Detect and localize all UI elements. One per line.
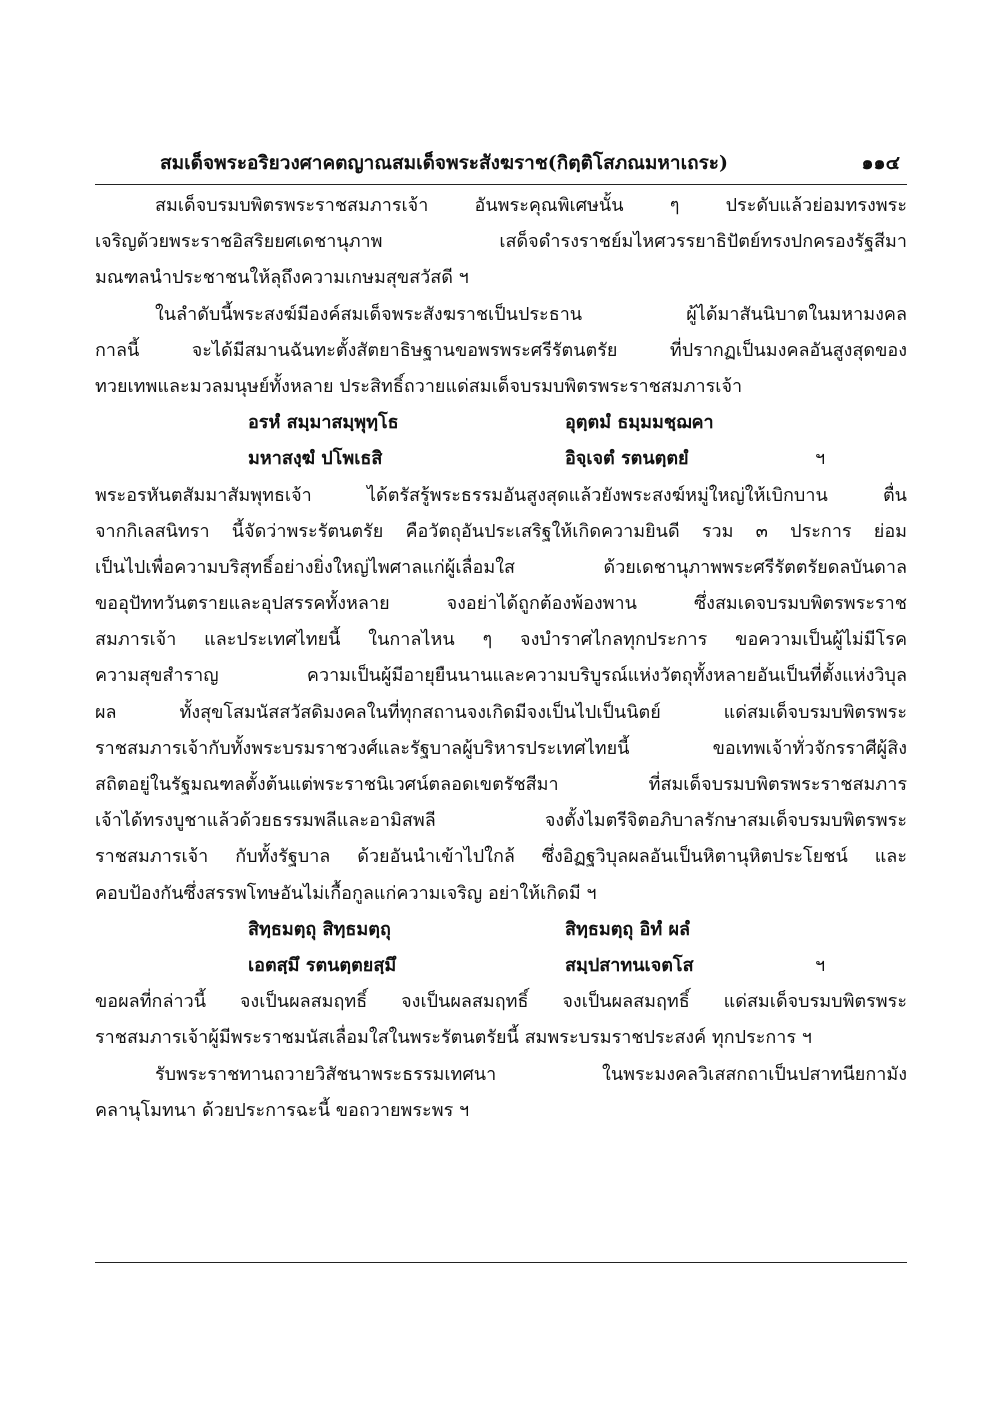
text-line: เป็นไปเพื่อความบริสุทธิ์อย่างยิ่งใหญ่ไพศาลแก่ผู้เลื่อมใส ด้วยเดชานุภาพพระศรีรัตตรัยดลบันดาล (95, 556, 907, 578)
verse-part: สิทฺธมตฺถุ สิทฺธมตฺถุ (248, 918, 391, 940)
verse-part: เอตสฺมึ รตนตฺตยสฺมึ (248, 954, 397, 976)
pali-verse-line (95, 912, 907, 948)
verse-end-mark: ฯ (815, 448, 826, 470)
verse-end-mark: ฯ (815, 954, 826, 976)
text-line: คลานุโมทนา ด้วยประการฉะนี้ ขอถวายพระพร ฯ (95, 1099, 470, 1121)
verse-part: อรหํ สมฺมาสมฺพุทฺโธ (248, 412, 399, 434)
document-body (95, 188, 907, 1129)
verse-part: สิทฺธมตฺถุ อิทํ ผลํ (565, 918, 691, 940)
text-line: สมภารเจ้า และประเทศไทยนี้ ในกาลไหน ๆ จงบำราศไกลทุกประการ ขอความเป็นผู้ไม่มีโรค (95, 629, 907, 651)
pali-verse-line (95, 441, 907, 477)
text-line: คอบป้องกันซึ่งสรรพโทษอันไม่เกื้อกูลแก่ความเจริญ อย่าให้เกิดมี ฯ (95, 882, 597, 904)
text-line: รับพระราชทานถวายวิสัชนาพระธรรมเทศนา ในพระมงคลวิเสสกถาเป็นปสาทนียกามัง (155, 1063, 907, 1085)
footer-divider (95, 1262, 907, 1263)
text-line: กาลนี้ จะได้มีสมานฉันทะตั้งสัตยาธิษฐานขอพรพระศรีรัตนตรัย ที่ปรากฏเป็นมงคลอันสูงสุดของ (95, 339, 907, 361)
header-divider (95, 184, 907, 185)
verse-part: สมฺปสาทนเจตโส (565, 954, 694, 976)
page-title: สมเด็จพระอริยวงศาคตญาณสมเด็จพระสังฆราช(กิตฺติโสภณมหาเถระ) (160, 152, 728, 174)
text-line: ทวยเทพและมวลมนุษย์ทั้งหลาย ประสิทธิ์ถวายแด่สมเด็จบรมบพิตรพระราชสมภารเจ้า (95, 375, 743, 397)
text-line: ในลำดับนี้พระสงฆ์มีองค์สมเด็จพระสังฆราชเป็นประธาน ผู้ได้มาสันนิบาตในมหามงคล (155, 303, 907, 325)
text-line: ผล ทั้งสุขโสมนัสสวัสดิมงคลในที่ทุกสถานจงเกิดมีจงเป็นไปเป็นนิตย์ แด่สมเด็จบรมบพิตรพระ (95, 701, 907, 723)
text-line: มณฑลนำประชาชนให้ลุถึงความเกษมสุขสวัสดี ฯ (95, 267, 469, 289)
text-line: เจริญด้วยพระราชอิสริยยศเดชานุภาพ เสด็จดำรงราชย์มไหศวรรยาธิปัตย์ทรงปกครองรัฐสีมา (95, 231, 907, 253)
text-line: พระอรหันตสัมมาสัมพุทธเจ้า ได้ตรัสรู้พระธรรมอันสูงสุดแล้วยังพระสงฆ์หมู่ใหญ่ให้เบิกบาน ตื่น (95, 484, 907, 506)
page-header (160, 148, 900, 178)
text-line: ขอผลที่กล่าวนี้ จงเป็นผลสมฤทธิ์ จงเป็นผลสมฤทธิ์ จงเป็นผลสมฤทธิ์ แด่สมเด็จบรมบพิตรพระ (95, 991, 907, 1013)
text-line: ราชสมภารเจ้า กับทั้งรัฐบาล ด้วยอันนำเข้าไปใกล้ ซึ่งอิฏฐวิบุลผลอันเป็นหิตานุหิตประโยชน์ และ (95, 846, 907, 868)
text-line: ความสุขสำราญ ความเป็นผู้มีอายุยืนนานและความบริบูรณ์แห่งวัตถุทั้งหลายอันเป็นที่ตั้งแห่งวิบุล (95, 665, 907, 687)
text-line: ราชสมภารเจ้าผู้มีพระราชมนัสเลื่อมใสในพระรัตนตรัยนี้ สมพระบรมราชประสงค์ ทุกประการ ฯ (95, 1027, 812, 1049)
text-line: เจ้าได้ทรงบูชาแล้วด้วยธรรมพลีและอามิสพลี จงตั้งไมตรีจิตอภิบาลรักษาสมเด็จบรมบพิตรพระ (95, 810, 907, 832)
verse-part: อิจฺเจตํ รตนตฺตยํ (565, 448, 689, 470)
text-line: ขออุปัททวันตรายและอุปสรรคทั้งหลาย จงอย่าได้ถูกต้องพ้องพาน ซึ่งสมเดจบรมบพิตรพระราช (95, 593, 907, 615)
text-line: ราชสมภารเจ้ากับทั้งพระบรมราชวงศ์และรัฐบาลผู้บริหารประเทศไทยนี้ ขอเทพเจ้าทั่วจักรราศีผู้สิง (95, 737, 907, 759)
verse-part: มหาสงฺฆํ ปโพเธสิ (248, 448, 383, 470)
text-line: สถิตอยู่ในรัฐมณฑลตั้งต้นแต่พระราชนิเวศน์ตลอดเขตรัชสีมา ที่สมเด็จบรมบพิตรพระราชสมภาร (95, 774, 907, 795)
pali-verse-line (95, 405, 907, 441)
verse-part: อุตฺตมํ ธมฺมมชฺฌคา (565, 412, 714, 434)
pali-verse-line (95, 948, 907, 984)
page-number: ๑๑๔ (861, 152, 900, 174)
text-line: สมเด็จบรมบพิตรพระราชสมภารเจ้า อันพระคุณพิเศษนั้น ๆ ประดับแล้วย่อมทรงพระ (155, 195, 907, 216)
text-line: จากกิเลสนิทรา นี้จัดว่าพระรัตนตรัย คือวัตถุอันประเสริฐให้เกิดความยินดี รวม ๓ ประการ ย่อม (95, 520, 907, 542)
